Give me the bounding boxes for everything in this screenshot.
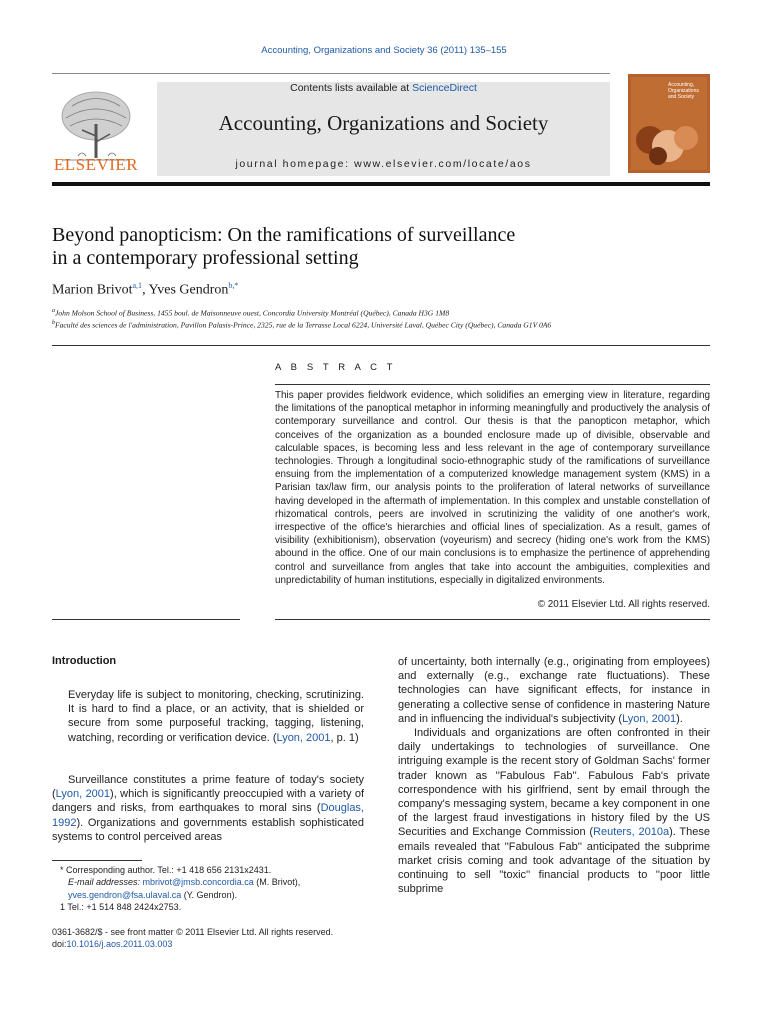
header-rule (52, 182, 710, 186)
p1-text-c: ). Organizations and governments establish sophisticated systems to control perceived areas (52, 816, 364, 843)
journal-title: Accounting, Organizations and Society (218, 111, 549, 135)
affil-a-text: John Molson School of Business, 1455 boul. de Maisonneuve ouest, Concordia University Montréal (Québec), Canada H3G 1M8 (55, 308, 450, 318)
p1-text-b: ), which is significantly preoccupied with a variety of dangers and risks, from earthquakes to moral sins ( (52, 788, 365, 815)
article-title-line1: Beyond panopticism: On the ramifications of surveillance (52, 224, 516, 246)
right-paragraph-2 (398, 726, 710, 896)
footnote-corresponding: * Corresponding author. Tel.: +1 418 656 2131x2431. (60, 865, 272, 875)
article-title (52, 224, 652, 270)
publisher-name: ELSEVIER (53, 155, 139, 174)
abstract-rule-bottom (275, 619, 710, 620)
top-rule (52, 73, 610, 74)
abstract-rule-top (275, 384, 710, 385)
authors (52, 281, 238, 299)
issn-line: 0361-3682/$ - see front matter © 2011 Elsevier Ltd. All rights reserved. (52, 927, 334, 937)
affil-a-sup: a (52, 308, 55, 314)
bottom-info (52, 926, 372, 951)
abstract-heading: A B S T R A C T (275, 362, 397, 373)
citation-reuters-2010a[interactable]: Reuters, 2010a (593, 826, 670, 839)
contents-prefix: Contents lists available at (290, 82, 413, 94)
r1-text-b: ). (676, 712, 683, 725)
doi-line (52, 938, 372, 950)
affil-b-sup: b (52, 320, 55, 326)
author2-sup[interactable]: b,* (228, 281, 239, 290)
footnote-rule (52, 860, 142, 861)
cover-title: Accounting, Organizations and Society (668, 82, 699, 100)
quote-end: , p. 1) (330, 731, 359, 744)
email-label: E-mail addresses: (68, 877, 143, 888)
article-title-line2: in a contemporary professional setting (52, 247, 359, 269)
email-brivot[interactable]: mbrivot@jmsb.concordia.ca (142, 877, 254, 888)
contents-line (157, 82, 610, 94)
affiliation-rule (52, 345, 710, 346)
email-gendron-name: (Y. Gendron). (181, 889, 238, 900)
p1-text-a: Surveillance constitutes a prime feature of today's society ( (52, 774, 364, 801)
footnote-emails (52, 876, 364, 901)
right-paragraph-1 (398, 655, 710, 726)
journal-reference[interactable]: Accounting, Organizations and Society 36 (2011) 135–155 (261, 45, 507, 56)
intro-paragraph-1 (52, 773, 364, 844)
footnote-1: 1 Tel.: +1 514 848 2424x2753. (60, 902, 182, 913)
right-column (398, 655, 710, 896)
r1-text-a: of uncertainty, both internally (e.g., originating from employees) and externally (e.g., exchange rate fluctuations). These technologies can have significant effects, for instance in generating a collective sense of confidence in mastering Nature and in influencing the individual's subjectivity ( (398, 656, 710, 725)
abstract-body: This paper provides fieldwork evidence, which solidifies an emerging view in literature, regarding the limitations of the panoptical metaphor in informing meaningfully and productively the analysis of contemporary surveillance and control. Our thesis is that the panopticon metaphor, which conceives of the organization as a bounded enclosure made up of divisible, observable and calculable spaces, is becoming less and less relevant in the age of contemporary surveillance technologies. Through a longitudinal socio-ethnographic study of the ramifications of surveillance ensuing from the implementation of a computerized knowledge management system (KMS) in a Parisian tax/law firm, our analysis points to the proliferation of lateral networks of surveillance having developed in the aftermath of implementation. In this complex and unstable constellation of rhizomatical controls, peers are involved in scrutinizing the validity of one another's work, irrespective of the office's hierarchies and official lines of specialization. As a result, games of visibility (exhibitionism), observation (voyeurism) and secrecy (hiding one's work from the KMS) abound in the office. One of our main conclusions is to emphasize the pertinence of apprehending control and surveillance from angles that take into account the ambiguities, complexities and unpredictability of human institutions, especially in digitalized environments. (275, 390, 710, 586)
left-rule (52, 619, 240, 620)
doi-link[interactable]: 10.1016/j.aos.2011.03.003 (66, 939, 173, 950)
footnotes (52, 864, 364, 914)
citation-douglas-1992[interactable]: Douglas, 1992 (52, 802, 364, 829)
affil-b-text: Faculté des sciences de l'administration, Pavillon Palasis-Prince, 2325, rue de la Terrasse Local 6224, Université Laval, Québec City (Québec), Canada G1V 0A6 (55, 320, 552, 330)
author-separator: , (142, 282, 149, 298)
citation-lyon-2001[interactable]: Lyon, 2001 (55, 788, 111, 801)
epigraph-quote (68, 688, 364, 745)
author-gendron[interactable]: Yves Gendron (148, 282, 229, 298)
quote-text: Everyday life is subject to monitoring, checking, scrutinizing. It is hard to find a place, or an activity, that is shielded or secure from some purposeful tracking, tagging, listening, watching, recording or verification device. ( (68, 689, 364, 744)
journal-homepage[interactable]: journal homepage: www.elsevier.com/locate/aos (235, 158, 532, 170)
email-brivot-name: (M. Brivot), (253, 877, 301, 888)
email-gendron[interactable]: yves.gendron@fsa.ulaval.ca (68, 889, 182, 900)
sciencedirect-link[interactable]: ScienceDirect (412, 82, 477, 94)
affiliation-b (52, 320, 712, 330)
citation-lyon-2001[interactable]: Lyon, 2001 (276, 731, 331, 744)
author1-sup[interactable]: a,1 (132, 281, 143, 290)
copyright-line: © 2011 Elsevier Ltd. All rights reserved. (537, 599, 710, 610)
doi-label: doi: (52, 939, 67, 950)
author-brivot[interactable]: Marion Brivot (52, 282, 133, 298)
section-heading-introduction: Introduction (52, 655, 117, 667)
r2-text-b: ). These emails revealed that ''Fabulous Fab'' anticipated the subprime market crisis coming and took advantage of the situation by continuing to sell ''toxic'' financial products to ''poor little subprime (398, 826, 711, 896)
citation-lyon-2001[interactable]: Lyon, 2001 (622, 712, 677, 725)
r2-text-a: Individuals and organizations are often confronted in their daily undertakings to technologies of surveillance. One intriguing example is the recent story of Goldman Sachs' former trader known as ''Fabulous Fab''. Fabulous Fab's private correspondence with his girlfriend, sent by email through the company's messaging system, became a key component in one of the largest fraud investigations in history filed by the US Securities and Exchange Commission ( (398, 727, 710, 839)
affiliation-a (52, 308, 712, 318)
